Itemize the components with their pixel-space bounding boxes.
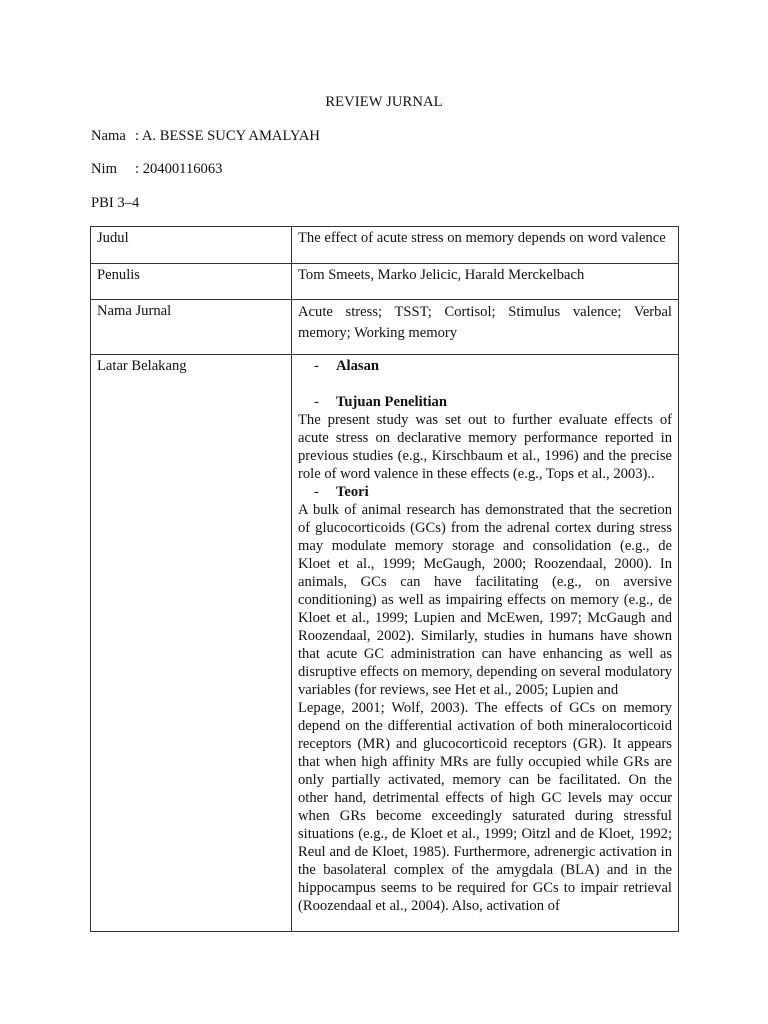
table-row-penulis: [91, 264, 679, 300]
dash-marker: -: [314, 358, 319, 374]
nama-jurnal-value: Acute stress; TSST; Cortisol; Stimulus valence; Verbal memory; Working memory: [292, 300, 679, 355]
teori-paragraph-2: Lepage, 2001; Wolf, 2003). The effects of GCs on memory depend on the differential activation of both mineralocorticoid receptors (MR) and glucocorticoid receptors (GR). It appears that when high affinity MRs are fully occupied while GRs are only partially activated, memory can be facilitated. On the other hand, detrimental effects of high GC levels may occur when GRs become exceedingly saturated during stressful situations (e.g., de Kloet et al., 1999; Oitzl and de Kloet, 1992; Reul and de Kloet, 1985). Furthermore, adrenergic activation in the basolateral complex of the amygdala (BLA) and in the hippocampus seems to be required for GCs to impair retrieval (Roozendaal et al., 2004). Also, activation of: [298, 700, 672, 914]
judul-label: Judul: [91, 227, 292, 264]
nama-line: [91, 127, 320, 145]
table-row-judul: [91, 227, 679, 264]
class-line: PBI 3–4: [91, 195, 140, 211]
nim-label: Nim: [91, 161, 117, 177]
spacer: [298, 375, 672, 393]
tujuan-heading: [298, 393, 672, 411]
table-row-latar-belakang: [91, 355, 679, 932]
alasan-heading: [298, 357, 672, 375]
latar-content: [292, 355, 679, 932]
page-title: REVIEW JURNAL: [325, 94, 443, 110]
dash-marker: -: [314, 394, 319, 410]
teori-paragraph-1: A bulk of animal research has demonstrated that the secretion of glucocorticoids (GCs) from the adrenal cortex during stress may modulate memory storage and consolidation (e.g., de Kloet et al., 1999; McGaugh, 2000; Roozendaal, 2000). In animals, GCs can have facilitating (e.g., on aversive conditioning) as well as impairing effects on memory (e.g., de Kloet et al., 1999; Lupien and McEwen, 1997; McGaugh and Roozendaal, 2002). Similarly, studies in humans have shown that acute GC administration can have enhancing as well as disruptive effects on memory, depending on several modulatory variables (for reviews, see Het et al., 2005; Lupien and: [298, 502, 672, 698]
nama-label: Nama: [91, 128, 126, 144]
alasan-heading-text: Alasan: [336, 358, 379, 374]
tujuan-heading-text: Tujuan Penelitian: [336, 394, 447, 410]
table-row-nama-jurnal: [91, 300, 679, 355]
nama-value: : A. BESSE SUCY AMALYAH: [135, 128, 320, 144]
tujuan-paragraph: The present study was set out to further evaluate effects of acute stress on declarative memory performance reported in previous studies (e.g., Kirschbaum et al., 1996) and the precise role of word valence in these effects (e.g., Tops et al., 2003)..: [298, 412, 672, 482]
nim-value: : 20400116063: [135, 161, 223, 177]
nama-jurnal-label: Nama Jurnal: [91, 300, 292, 355]
teori-heading-text: Teori: [336, 484, 369, 500]
dash-marker: -: [314, 484, 319, 500]
penulis-label: Penulis: [91, 264, 292, 300]
nim-line: [91, 160, 222, 178]
teori-heading: [298, 483, 672, 501]
review-table: [90, 226, 679, 932]
penulis-value: Tom Smeets, Marko Jelicic, Harald Merckelbach: [292, 264, 679, 300]
judul-value: The effect of acute stress on memory depends on word valence: [292, 227, 679, 264]
latar-label: Latar Belakang: [91, 355, 292, 932]
